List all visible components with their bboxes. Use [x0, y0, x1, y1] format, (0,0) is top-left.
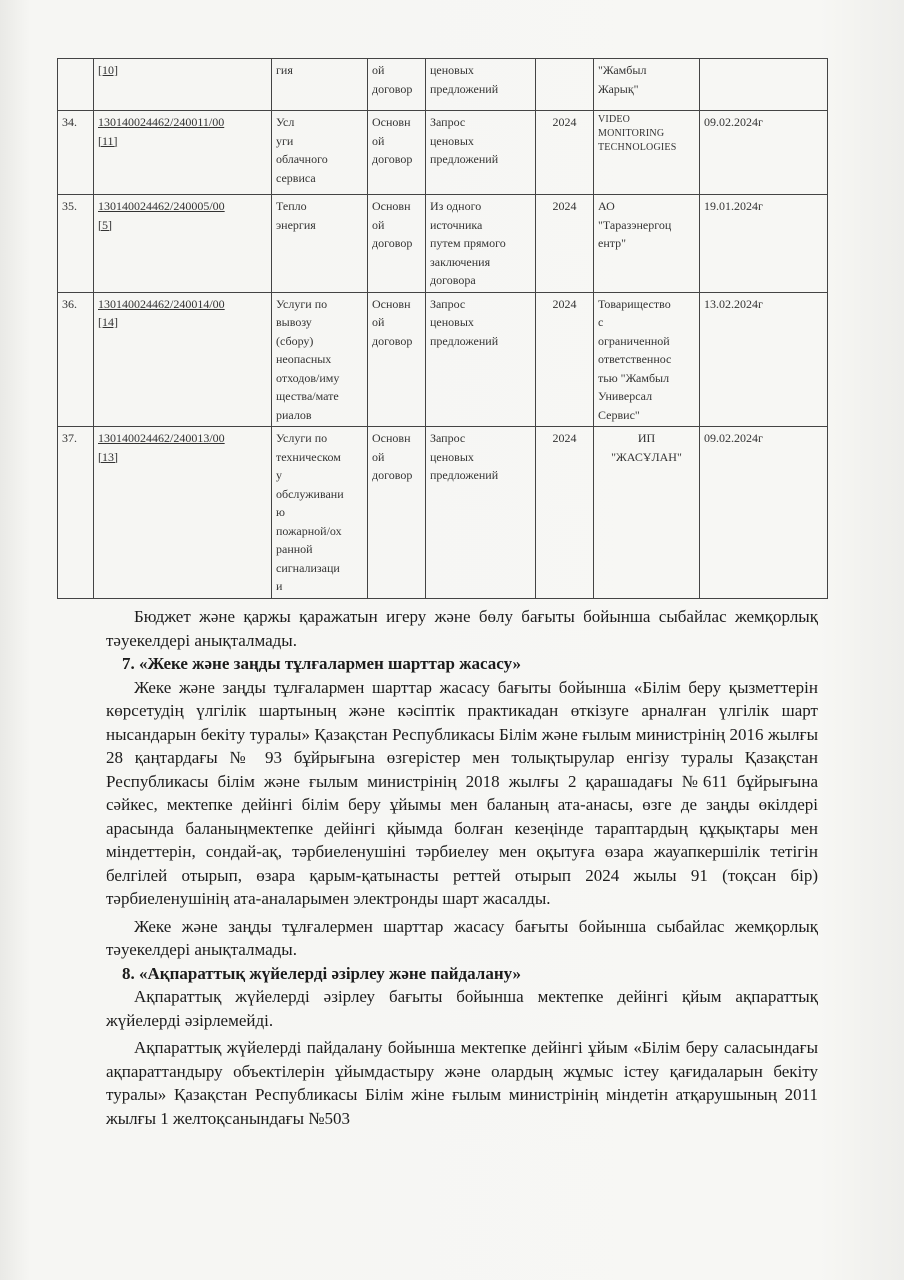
cell-num: [58, 59, 94, 111]
cell-method: Запрос ценовых предложений: [426, 111, 536, 195]
cell-type: Основн ой договор: [368, 195, 426, 293]
paragraph-contracts: Жеке және заңды тұлғалармен шарттар жасасу бағыты бойынша «Білім беру қызметтерін көрсетудің үлгілік шартының және кәсіптік практикадан өткізуге арналған үлгілік шарт нысандарын бекіту туралы» Қазақстан Республикасы Білім және ғылым министрінің 2016 жылғы 28 қаңтардағы № 93 бұйрығына өзгерістер мен толықтырулар енгізу туралы Қазақстан Республикасы білім және ғылым министрінің 2018 жылғы 2 қарашадағы №611 бұйрығына сәйкес, мектепке дейінгі білім беру ұйымы мен баланың ата-анасы, өзге де заңды өкілдері арасында баланыңмектепке дейінгі қйымда болған кезеңінде тараптардың құқықтары мен міндеттерін, сондай-ақ, тәрбиеленушіні тәрбиелеу мен оқытуға өзара жауапкершілік тетігін белгілей отырып, өзара қарым-қатынасты реттей отырып 2024 жылы 91 (тоқсан бір) тәрбиеленушінің ата-аналарымен электронды шарт жасалды.: [106, 677, 818, 908]
cell-code: 130140024462/240011/00 [11]: [94, 111, 272, 195]
contracts-table: [57, 58, 828, 599]
cell-type: Основн ой договор: [368, 111, 426, 195]
cell-name: Усл уги облачного сервиса: [272, 111, 368, 195]
cell-num: 36.: [58, 292, 94, 427]
cell-year: 2024: [536, 111, 594, 195]
cell-name: гия: [272, 59, 368, 111]
cell-num: 35.: [58, 195, 94, 293]
cell-date: 09.02.2024г: [700, 427, 828, 599]
cell-supplier: ИП "ЖАСҰЛАН": [594, 427, 700, 599]
cell-name: Тепло энергия: [272, 195, 368, 293]
cell-supplier: VIDEO MONITORING TECHNOLOGIES: [594, 111, 700, 195]
table-row: [58, 195, 828, 293]
cell-method: Запрос ценовых предложений: [426, 427, 536, 599]
cell-method: ценовых предложений: [426, 59, 536, 111]
table-row: [58, 292, 828, 427]
paragraph-contracts-risk: Жеке және заңды тұлғалермен шарттар жасасу бағыты бойынша сыбайлас жемқорлық тәуекелдері анықталмады.: [106, 916, 818, 959]
cell-supplier: Товарищество с ограниченной ответственнос тью "Жамбыл Универсал Сервис": [594, 292, 700, 427]
cell-num: 34.: [58, 111, 94, 195]
cell-name: Услуги по вывозу (сбору) неопасных отходов/иму щества/мате риалов: [272, 292, 368, 427]
section-heading-7: 7. «Жеке және заңды тұлғалармен шарттар жасасу»: [122, 654, 522, 673]
cell-name: Услуги по техническом у обслуживани ю пожарной/ох ранной сигнализаци и: [272, 427, 368, 599]
table-row: [58, 111, 828, 195]
contracts-table-body: [58, 59, 828, 599]
cell-method: Из одного источника путем прямого заключения договора: [426, 195, 536, 293]
cell-type: Основн ой договор: [368, 427, 426, 599]
cell-code: 130140024462/240005/00 [5]: [94, 195, 272, 293]
paragraph-is-usage: Ақпараттық жүйелерді пайдалану бойынша мектепке дейінгі ұйым «Білім беру саласындағы ақпараттандыру объектілерін ұйымдастыру және олардың жұмыс істеу қағидаларын бекіту туралы» Қазақстан Республикасы Білім жіне ғылым министрінің міндетін атқарушының 2011 жылғы 1 желтоқсанындағы №503: [106, 1038, 818, 1128]
cell-date: 13.02.2024г: [700, 292, 828, 427]
cell-type: ой договор: [368, 59, 426, 111]
cell-num: 37.: [58, 427, 94, 599]
cell-year: [536, 59, 594, 111]
body-text: [106, 605, 818, 1130]
cell-code: 130140024462/240013/00 [13]: [94, 427, 272, 599]
table-row: [58, 59, 828, 111]
section-heading-8: 8. «Ақпараттық жүйелерді әзірлеу және пайдалану»: [122, 963, 522, 983]
cell-year: 2024: [536, 292, 594, 427]
cell-supplier: АО "Таразэнергоц ентр": [594, 195, 700, 293]
cell-date: 19.01.2024г: [700, 195, 828, 293]
cell-method: Запрос ценовых предложений: [426, 292, 536, 427]
cell-supplier: "Жамбыл Жарық": [594, 59, 700, 111]
paragraph-budget-risk: Бюджет және қаржы қаражатын игеру және бөлу бағыты бойынша сыбайлас жемқорлық тәуекелдері анықталмады.: [106, 607, 818, 650]
paragraph-is-development: Ақпараттық жүйелерді әзірлеу бағыты бойынша мектепке дейінгі қйым ақпараттық жүйелерді әзірлемейді.: [106, 987, 818, 1030]
cell-code: 130140024462/240014/00 [14]: [94, 292, 272, 427]
cell-type: Основн ой договор: [368, 292, 426, 427]
table-row: [58, 427, 828, 599]
cell-code: [10]: [94, 59, 272, 111]
cell-year: 2024: [536, 195, 594, 293]
cell-date: 09.02.2024г: [700, 111, 828, 195]
cell-year: 2024: [536, 427, 594, 599]
cell-date: [700, 59, 828, 111]
